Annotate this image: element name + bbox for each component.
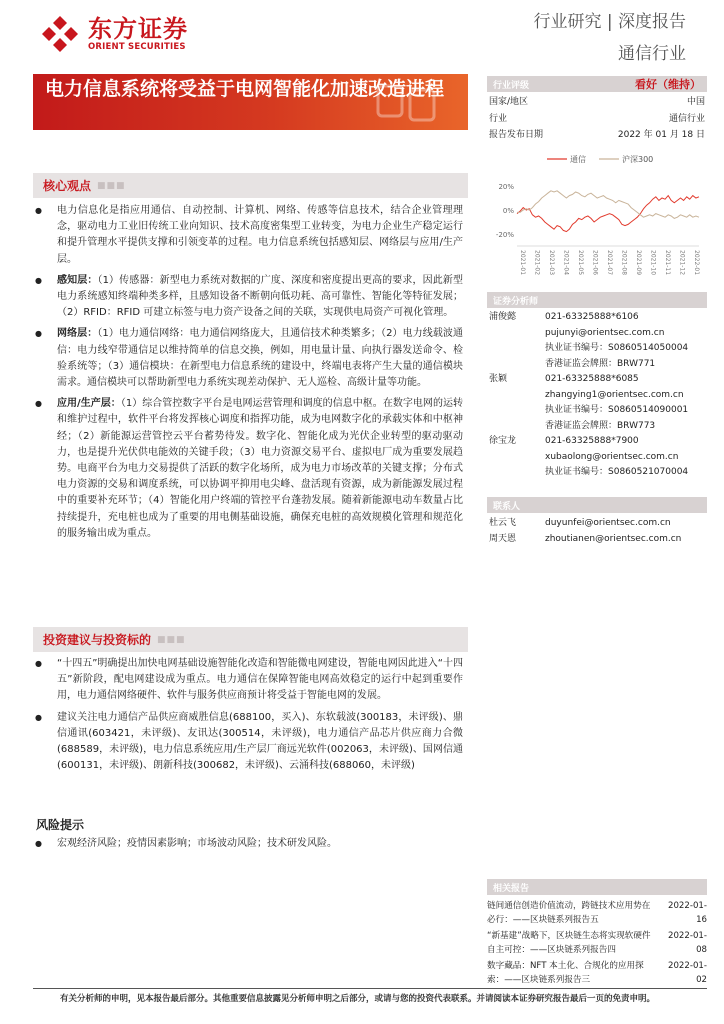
analyst-line: 香港证监会牌照：BRW771 [545,358,656,369]
rating-label: 行业评级 [493,80,530,91]
contact-entry [487,516,707,532]
related-report[interactable] [487,900,707,927]
company-logo [40,14,188,54]
dots-decoration: ■■■ [157,634,186,645]
list-item [33,710,463,775]
x-tick-label: 2021-05 [577,250,584,276]
contact-name: 杜云飞 [489,518,517,528]
y-tick-label: 0% [502,207,514,215]
x-tick-label: 2021-11 [664,250,671,276]
x-tick-label: 2021-01 [519,250,526,276]
contacts-box [487,497,707,547]
report-title: 电力信息系统将受益于电网智能化加速改造进程 [45,78,445,100]
item-head: 感知层： [57,274,98,286]
x-tick-label: 2021-02 [533,250,541,276]
analyst-line: 香港证监会牌照：BRW773 [545,420,656,431]
item-text: 建议关注电力通信产品供应商威胜信息(688100，买入)、东软载波(300183，未评级)、鼎信通讯(603421，未评级)、友讯达(300514，未评级)，电力通信产品芯片供应商力合微(688589，未评级)，电力信息系统应用/生产层厂商远光软件(002063，未评级)、国网信通(600131，未评级)、朗新科技(300682，未评级)、云涌科技(688060，未评级) [57,711,463,772]
x-tick-label: 2021-06 [591,250,599,276]
logo-en: ORIENT SECURITIES [88,42,186,52]
rating-bar [487,76,707,92]
item-text: “十四五”明确提出加快电网基础设施智能化改造和智能微电网建设，智能电网因此进入“十四五”新阶段，配电网建设成为重点。电力通信在保障智能电网高效稳定的运行中起到重要作用，电力通信网络硬件、软件与服务供应商预计将受益于智能电网的发展。 [57,658,463,702]
list-item [33,836,463,852]
info-row [487,127,707,144]
analyst-name: 徐宝龙 [489,436,517,446]
analyst-entry [487,372,707,434]
x-tick-label: 2021-10 [649,250,657,276]
list-item [33,396,463,542]
related-title: “新基建”战略下，区块链生态将实现软硬件自主可控：——区块链系列报告四 [487,931,651,955]
invest-list [33,656,463,779]
related-box [487,879,707,990]
x-tick-label: 2021-12 [678,250,686,276]
invest-section-header [33,627,468,652]
contact-email: duyunfei@orientsec.com.cn [545,518,671,528]
info-value: 通信行业 [668,113,705,124]
item-text: 宏观经济风险；疫情因素影响；市场波动风险；技术研发风险。 [57,838,337,849]
x-tick-label: 2021-07 [606,250,613,276]
orient-logo-icon [40,14,80,54]
contact-email: zhoutianen@orientsec.com.cn [545,533,682,544]
core-list [33,203,463,547]
info-row [487,111,707,128]
logo-cn: 东方证券 [88,15,188,43]
analyst-line: 021-63325888*6085 [545,374,639,384]
related-bar [487,879,707,895]
related-date: 2022-01-16 [667,901,707,925]
info-key: 国家/地区 [489,97,529,107]
analyst-entry [487,434,707,481]
analyst-name: 张颖 [489,374,508,384]
info-row [487,94,707,111]
item-head: 网络层： [57,328,98,340]
rating-box [487,76,707,144]
related-date: 2022-01-02 [667,961,707,985]
list-item [33,273,463,322]
banner-decoration-icon [372,80,442,126]
rating-value: 看好（维持） [635,78,701,91]
invest-label: 投资建议与投资标的 [43,633,152,647]
item-head: 应用/生产层： [57,398,121,410]
dots-decoration: ■■■ [97,180,126,191]
info-value: 2022 年 01 月 18 日 [617,130,705,140]
contacts-bar [487,497,707,513]
legend-label: 通信 [570,155,586,164]
analysts-box [487,292,707,481]
performance-chart [487,150,707,278]
analyst-line: zhangying1@orientsec.com.cn [545,389,684,400]
analyst-line: 执业证书编号：S0860514050004 [545,343,689,353]
core-section-header [33,173,468,198]
analyst-line: 021-63325888*7900 [545,436,639,446]
x-tick-label: 2021-03 [548,250,555,276]
list-item [33,326,463,391]
analysts-label: 证券分析师 [493,296,539,307]
related-date: 2022-01-08 [667,931,707,955]
series-line [517,196,699,232]
analyst-line: pujunyi@orientsec.com.cn [545,327,665,338]
risk-label: 风险提示 [36,818,85,832]
risk-list [33,836,463,857]
footer-divider [33,988,707,989]
info-key: 行业 [489,113,508,124]
contact-entry [487,532,707,548]
analysts-bar [487,292,707,308]
info-key: 报告发布日期 [489,130,544,140]
y-tick-label: -20% [495,231,514,239]
core-label: 核心观点 [43,179,92,193]
contact-name: 周天恩 [489,533,517,544]
item-text: （1）传感器：新型电力系统对数据的广度、深度和密度提出更高的要求，因此新型电力系统感知终端种类多样，且感知设备不断朝向低功耗、高可靠性、智能化等特征发展；（2）RFID：RFID 可建立标签与电力资产设备之间的关联，实现供电局资产可视化管理。 [57,274,463,319]
analyst-entry [487,310,707,372]
x-tick-label: 2022-01 [693,250,700,276]
related-report[interactable] [487,930,707,957]
chart-svg [487,150,707,278]
item-text: （1）综合管控数字平台是电网运营管理和调度的信息中枢。在数字电网的运转和维护过程中，软件平台将发挥核心调度和指挥功能，成为电网数字化的承载实体和中枢神经；（2）新能源运营管控云平台蓄势待发。数字化、智能化成为光伏企业转型的驱动驱动力，也是提升光伏供电能效的关键手段；（3）电力资源交易平台、虚拟电厂成为重要发展趋势。电商平台为电力交易提供了活跃的数字化场所，成为电力市场改革的关键支撑；分布式电力资源的交易和调度系统，可以协调平抑用电尖峰、盘活现有资源，成为新能源发展过程中的重要补充环节；（4）智能化用户终端的管控平台蓬勃发展。随着新能源电动车数量占比持续提升，充电桩也成为了重要的用电侧基础设施，确保充电桩的高效规模化管理和规范化的服务输出成为重点。 [57,398,463,539]
x-tick-label: 2021-08 [620,250,628,276]
analyst-line: 执业证书编号：S0860521070004 [545,467,689,477]
title-banner [33,74,468,130]
analyst-name: 浦俊懿 [489,312,517,322]
related-label: 相关报告 [493,883,530,894]
legend-label: 沪深300 [622,155,654,164]
related-report[interactable] [487,960,707,987]
contacts-label: 联系人 [493,501,521,512]
x-tick-label: 2021-09 [635,250,642,276]
list-item [33,203,463,268]
analyst-line: 021-63325888*6106 [545,312,639,322]
y-tick-label: 20% [498,183,514,191]
analyst-line: xubaolong@orientsec.com.cn [545,451,679,462]
x-tick-label: 2021-04 [562,250,570,276]
item-text: 电力信息化是指应用通信、自动控制、计算机、网络、传感等信息技术，结合企业管理理念，驱动电力工业旧传统工业向知识、技术高度密集型工业转变，为电力企业生产稳定运行和提升管理水平提供支撑和引领变革的过程。电力信息系统包括感知层、网络层与应用/生产层。 [57,205,463,265]
list-item [33,656,463,705]
report-type: 行业研究 | 深度报告 [533,12,686,32]
related-title: 数字藏品：NFT 本土化、合规化的应用探索：——区块链系列报告三 [487,961,644,985]
item-text: （1）电力通信网络：电力通信网络庞大，且通信技术种类繁多；（2）电力线载波通信：电力线窄带通信足以维持简单的信息交换，例如，用电量计量、向执行器发送命令、检验系统等；（3）通信模块：在新型电力信息系统的建设中，终端电表将产生大量的通信模块需求。通信模块可以帮助新型电力系统实现差动保护、无人巡检、高级计量等功能。 [57,328,463,389]
related-title: 链间通信创造价值流动，跨链技术应用势在必行：——区块链系列报告五 [487,901,651,925]
footer-disclaimer: 有关分析师的申明，见本报告最后部分。其他重要信息披露见分析师申明之后部分，或请与您的投资代表联系。并请阅读本证券研究报告最后一页的免责申明。 [60,994,656,1004]
info-value: 中国 [686,97,705,107]
industry-name: 通信行业 [618,44,686,64]
analyst-line: 执业证书编号：S0860514090001 [545,405,689,415]
